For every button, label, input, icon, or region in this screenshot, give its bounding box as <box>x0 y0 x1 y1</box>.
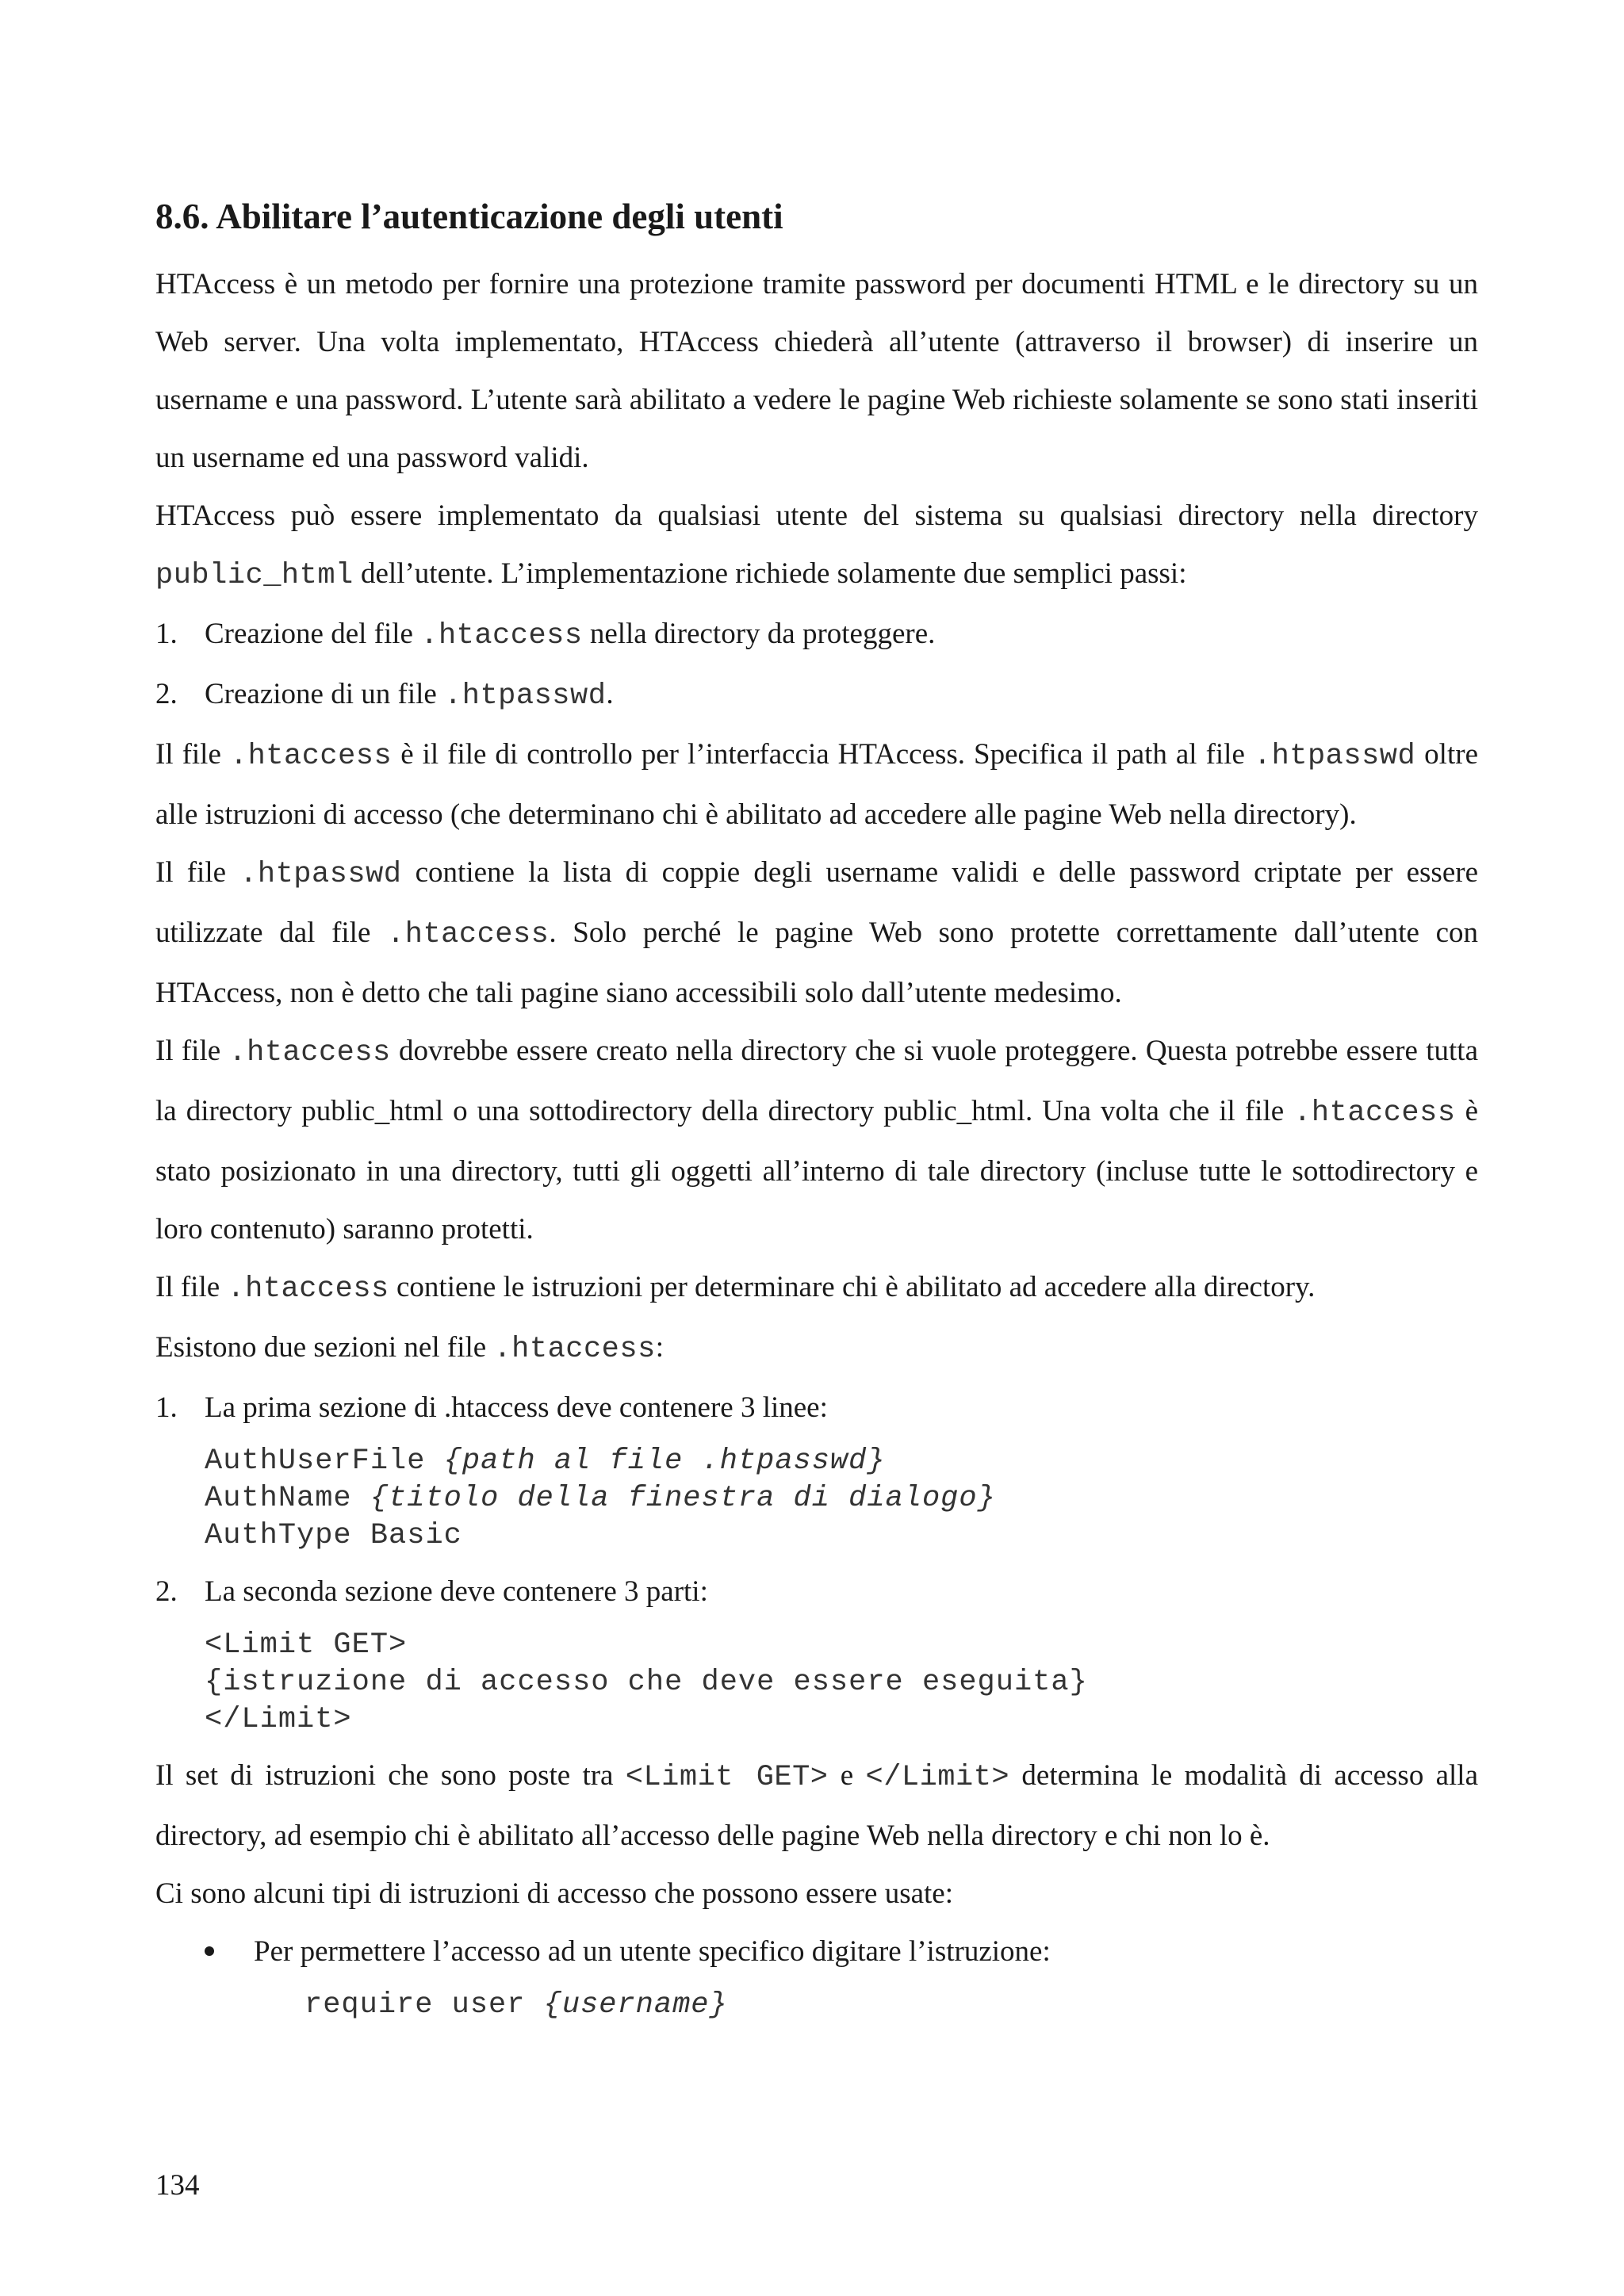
section-item <box>155 1563 1478 1621</box>
inline-code: .htpasswd <box>239 858 402 891</box>
section-title: 8.6. Abilitare l’autenticazione degli utenti <box>155 197 783 236</box>
step-number: 2. <box>155 678 178 710</box>
inline-code: .htaccess <box>227 1272 389 1306</box>
inline-code: .htaccess <box>228 1036 391 1070</box>
paragraph-htaccess-contents: Il file .htaccess contiene le istruzioni per determinare chi è abilitato ad accedere alla directory. <box>155 1271 1316 1306</box>
paragraph-limit-instructions: Il set di istruzioni che sono poste tra <Limit GET> e </Limit> determina le modalità di accesso alla directory, ad esempio chi è abilitato all’accesso delle pagine Web nella directory e chi non lo è. <box>155 1759 1478 1852</box>
bullet-item <box>205 1923 1478 1980</box>
bullet-icon <box>205 1923 254 1980</box>
step-text: Creazione di un file .htpasswd. <box>205 678 614 713</box>
code-line: {istruzione di accesso che deve essere eseguita} <box>205 1666 1088 1699</box>
code-line: </Limit> <box>205 1703 352 1736</box>
page-content <box>155 193 1478 2024</box>
step-item <box>155 665 1478 725</box>
inline-code: .htaccess <box>387 918 550 951</box>
paragraph-implementation: HTAccess può essere implementato da qualsiasi utente del sistema su qualsiasi directory nella directory public_html dell’utente. L’implementazione richiede solamente due semplici passi: <box>155 499 1478 592</box>
inline-code: .htpasswd <box>1253 740 1416 773</box>
inline-code: <Limit GET> <box>625 1761 829 1794</box>
paragraph-htpasswd: Il file .htpasswd contiene la lista di coppie degli username validi e delle password criptate per essere utilizzate dal file .htaccess. Solo perché le pagine Web sono protette correttamente dall’utente con HTAccess, non è detto che tali pagine siano accessibili solo dall’utente medesimo. <box>155 856 1479 1009</box>
inline-code: .htaccess <box>420 619 583 652</box>
code-line: AuthName {titolo della finestra di dialogo} <box>205 1482 996 1515</box>
step-item <box>155 605 1478 665</box>
inline-code: .htaccess <box>1293 1096 1456 1130</box>
section-number: 2. <box>155 1575 178 1608</box>
inline-code: .htpasswd <box>444 679 607 713</box>
paragraph-htaccess-control: Il file .htaccess è il file di controllo per l’interfaccia HTAccess. Specifica il path al file .htpasswd oltre alle istruzioni di accesso (che determinano chi è abilitato ad accedere alle pagine Web nella directory). <box>155 738 1478 831</box>
section-item <box>155 1379 1478 1437</box>
paragraph-htaccess-intro: HTAccess è un metodo per fornire una protezione tramite password per documenti HTML e le directory su un Web server. Una volta implementato, HTAccess chiederà all’utente (attraverso il browser) di inserire un username e una password. L’utente sarà abilitato a vedere le pagine Web richieste solamente se sono stati inseriti un username ed una password validi. <box>155 268 1478 474</box>
step-number: 1. <box>155 618 178 650</box>
code-block-auth <box>205 1443 1478 1555</box>
code-block-limit <box>205 1627 1478 1739</box>
code-line: <Limit GET> <box>205 1628 408 1662</box>
inline-code: .htaccess <box>493 1333 656 1366</box>
page-number: 134 <box>155 2169 200 2202</box>
section-text: La seconda sezione deve contenere 3 parti: <box>205 1575 708 1608</box>
section-text: La prima sezione di .htaccess deve contenere 3 linee: <box>205 1391 828 1424</box>
inline-code: </Limit> <box>865 1761 1010 1794</box>
paragraph-access-types: Ci sono alcuni tipi di istruzioni di accesso che possono essere usate: <box>155 1877 953 1910</box>
code-line-require-user: require user {username} <box>304 1988 728 2022</box>
code-line: AuthUserFile {path al file .htpasswd} <box>205 1445 886 1478</box>
inline-code: public_html <box>155 559 354 592</box>
paragraph-htaccess-location: Il file .htaccess dovrebbe essere creato nella directory che si vuole proteggere. Questa potrebbe essere tutta la directory public_html o una sottodirectory della directory public_html. Una volta che il file .htaccess è stato posizionato in una directory, tutti gli oggetti all’interno di tale directory (incluse tutte le sottodirectory e loro contenuto) saranno protetti. <box>155 1035 1478 1246</box>
section-number: 1. <box>155 1391 178 1424</box>
code-line: AuthType Basic <box>205 1519 462 1552</box>
inline-code: .htaccess <box>229 740 393 773</box>
paragraph-two-sections: Esistono due sezioni nel file .htaccess: <box>155 1331 665 1366</box>
bullet-text: Per permettere l’accesso ad un utente specifico digitare l’istruzione: <box>254 1935 1051 1968</box>
step-text: Creazione del file .htaccess nella directory da proteggere. <box>205 618 936 652</box>
